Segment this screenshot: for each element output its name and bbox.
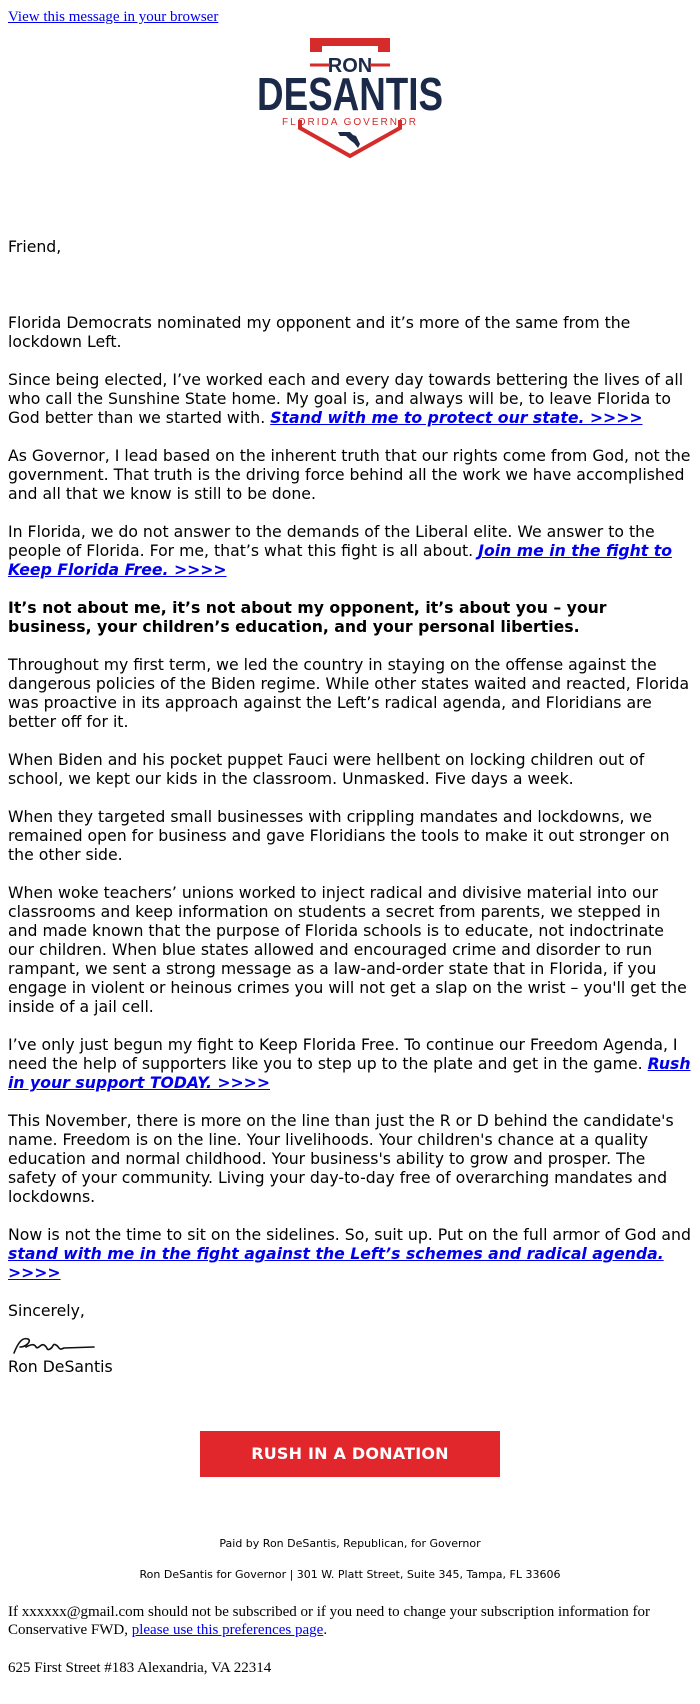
mailing-address: 625 First Street #183 Alexandria, VA 22314 bbox=[8, 1660, 272, 1676]
paragraph-2-text: Since being elected, I’ve worked each and every day towards bettering the lives of all who call the Sunshine State home. My goal is, and always will be, to leave Florida to God better than we started with. bbox=[8, 370, 684, 427]
logo bbox=[8, 32, 692, 192]
paragraph-4-text: In Florida, we do not answer to the demands of the Liberal elite. We answer to the people of Florida. For me, that’s what this fight is all about. bbox=[8, 522, 655, 560]
florida-icon bbox=[338, 132, 360, 148]
unsubscribe-notice bbox=[8, 1603, 692, 1639]
rush-support-link[interactable]: Rush in your support TODAY. >>>> bbox=[8, 1054, 691, 1092]
unsubscribe-text: If xxxxxx@gmail.com should not be subscribed or if you need to change your subscription information for Conservative FWD, bbox=[8, 1604, 651, 1638]
paragraph-3: As Governor, I lead based on the inherent truth that our rights come from God, not the government. That truth is the driving force behind all the work we have accomplished and all that we know is still to be done. bbox=[8, 446, 691, 503]
stand-with-me-link[interactable]: stand with me in the fight against the Left’s schemes and radical agenda. >>>> bbox=[8, 1244, 664, 1282]
logo-top-bar bbox=[310, 38, 390, 52]
paid-by-disclaimer: Paid by Ron DeSantis, Republican, for Governor bbox=[219, 1537, 481, 1550]
preferences-link[interactable]: please use this preferences page bbox=[131, 1622, 324, 1638]
paragraph-12 bbox=[8, 1225, 692, 1282]
donate-button[interactable]: RUSH IN A DONATION bbox=[200, 1431, 500, 1477]
cta-row bbox=[8, 1431, 692, 1477]
paragraph-2 bbox=[8, 370, 692, 427]
signature-image bbox=[8, 1333, 98, 1357]
closing: Sincerely, bbox=[8, 1301, 85, 1320]
signature-name: Ron DeSantis bbox=[8, 1357, 113, 1376]
signature-block bbox=[8, 1333, 692, 1376]
letter-body bbox=[8, 237, 692, 1376]
unsubscribe-period: . bbox=[323, 1622, 328, 1638]
committee-address: Ron DeSantis for Governor | 301 W. Platt Street, Suite 345, Tampa, FL 33606 bbox=[139, 1568, 561, 1581]
paragraph-9: When woke teachers’ unions worked to inject radical and divisive material into our classrooms and keep information on students a secret from parents, we stepped in and made known that the purpose of Florida schools is to educate, not indoctrinate our children. When blue states allowed and encouraged crime and disorder to run rampant, we sent a strong message as a law-and-order state that in Florida, if you engage in violent or heinous crimes you will not get a slap on the wrist – you'll get the inside of a jail cell. bbox=[8, 883, 687, 1016]
logo-sub-text: FLORIDA GOVERNOR bbox=[282, 117, 418, 128]
keep-florida-free-link[interactable]: Join me in the fight to Keep Florida Free. >>>> bbox=[8, 541, 672, 579]
paragraph-1: Florida Democrats nominated my opponent and it’s more of the same from the lockdown Left. bbox=[8, 313, 631, 351]
paragraph-6: Throughout my first term, we led the country in staying on the offense against the dangerous policies of the Biden regime. While other states waited and reacted, Florida was proactive in its approach against the Left’s radical agenda, and Floridians are better off for it. bbox=[8, 655, 690, 731]
paragraph-5-bold: It’s not about me, it’s not about my opponent, it’s about you – your business, your children’s education, and your personal liberties. bbox=[8, 598, 607, 636]
paragraph-7: When Biden and his pocket puppet Fauci were hellbent on locking children out of school, we kept our kids in the classroom. Unmasked. Five days a week. bbox=[8, 750, 645, 788]
paragraph-8: When they targeted small businesses with crippling mandates and lockdowns, we remained open for business and gave Floridians the tools to make it out stronger on the other side. bbox=[8, 807, 670, 864]
desantis-logo-graphic bbox=[250, 32, 450, 162]
view-in-browser-link[interactable]: View this message in your browser bbox=[8, 9, 219, 25]
paragraph-12-text: Now is not the time to sit on the sidelines. So, suit up. Put on the full armor of God and bbox=[8, 1225, 691, 1244]
greeting: Friend, bbox=[8, 237, 62, 256]
paragraph-4 bbox=[8, 522, 692, 579]
paragraph-10-text: I’ve only just begun my fight to Keep Florida Free. To continue our Freedom Agenda, I need the help of supporters like you to step up to the plate and get in the game. bbox=[8, 1035, 678, 1073]
protect-state-link[interactable]: Stand with me to protect our state. >>>> bbox=[270, 408, 643, 427]
logo-top-text: RON bbox=[327, 55, 373, 77]
logo-main-text: DESANTIS bbox=[257, 68, 443, 120]
paragraph-10 bbox=[8, 1035, 692, 1092]
paragraph-11: This November, there is more on the line than just the R or D behind the candidate's name. Freedom is on the line. Your livelihoods. Your children's chance at a quality education and normal childhood. Your business's ability to grow and prosper. The safety of your community. Living your day-to-day free of overarching mandates and lockdowns. bbox=[8, 1111, 674, 1206]
